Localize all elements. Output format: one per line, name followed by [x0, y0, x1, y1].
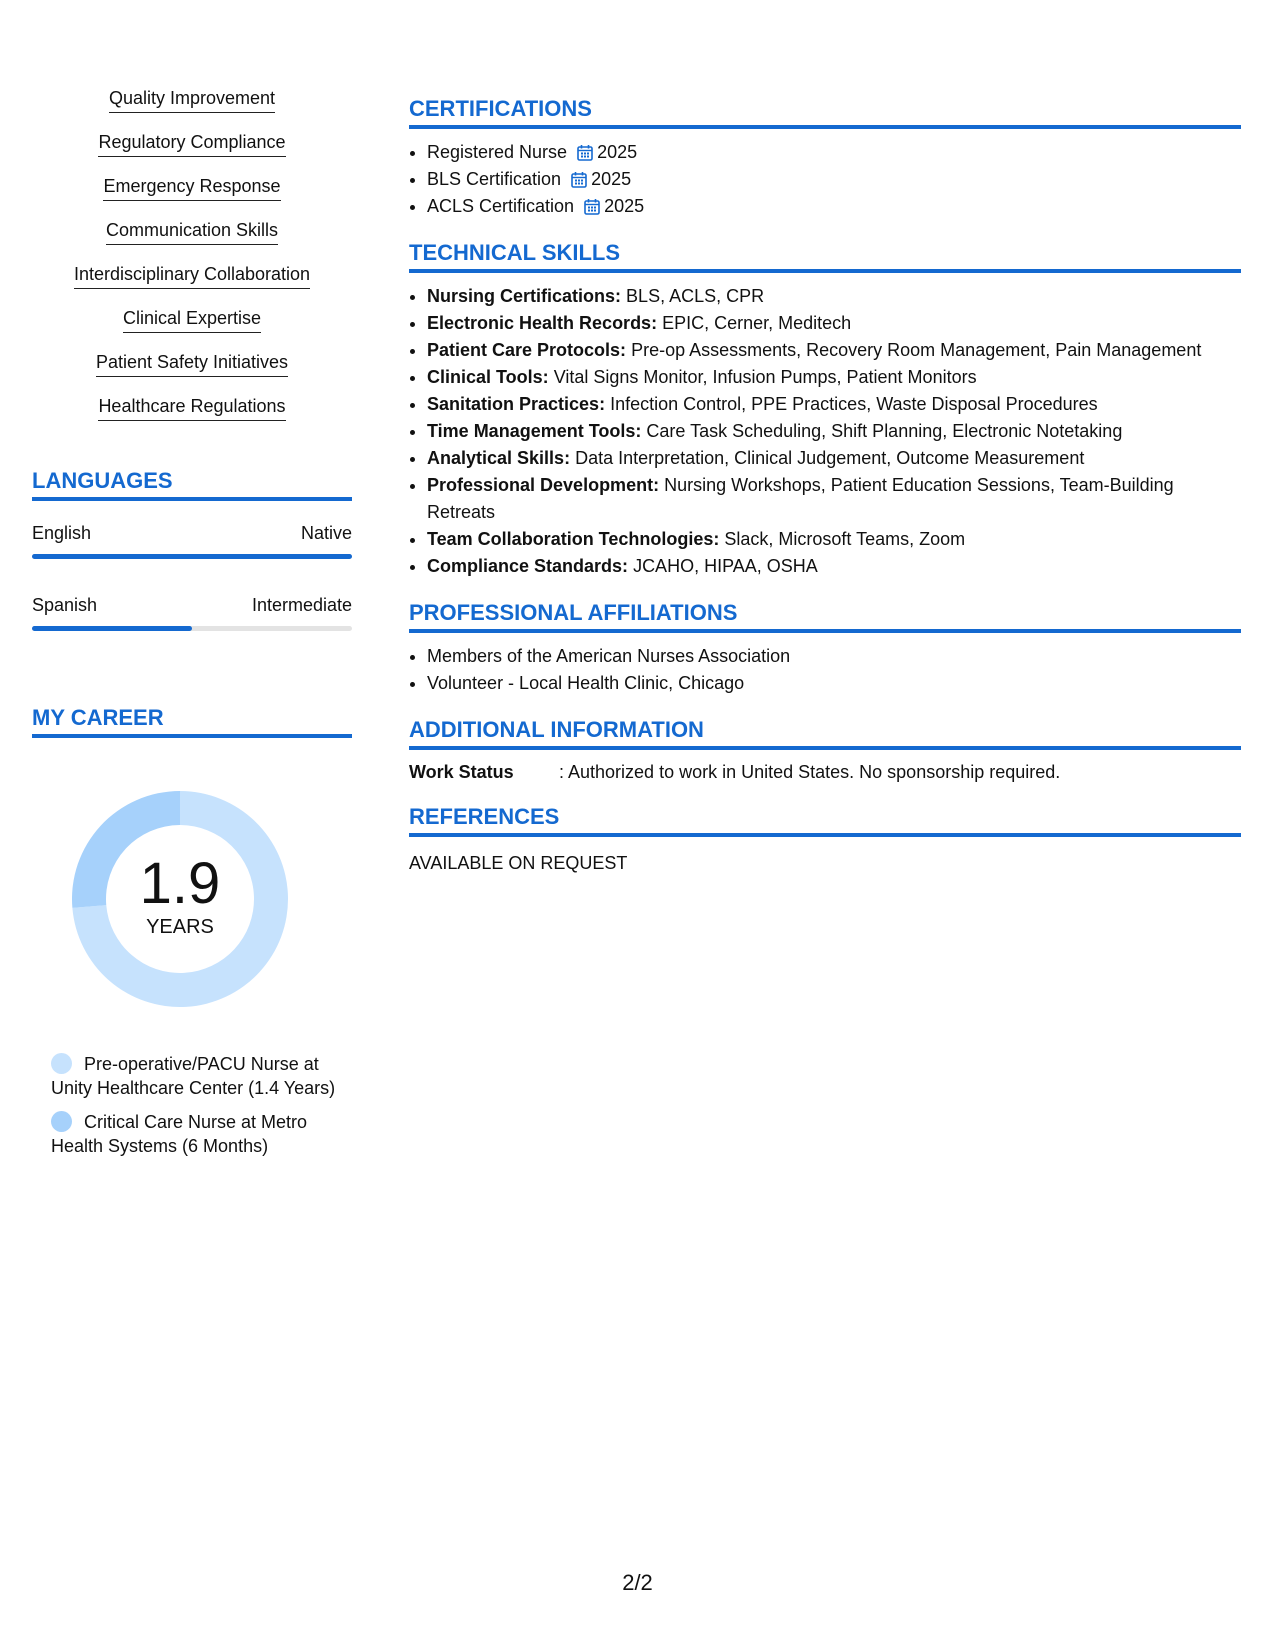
technical-skill-item: [427, 391, 1241, 418]
calendar-icon: [571, 171, 587, 188]
certification-name: Registered Nurse: [427, 142, 568, 162]
certification-item: [427, 139, 1241, 166]
skill-label: Analytical Skills:: [427, 448, 571, 468]
certification-year: 2025: [604, 196, 645, 216]
skill-label: Clinical Tools:: [427, 367, 549, 387]
legend-label: Critical Care Nurse at Metro Health Systems (6 Months): [51, 1112, 308, 1156]
references-text: AVAILABLE ON REQUEST: [409, 853, 628, 873]
skill-value: BLS, ACLS, CPR: [626, 286, 765, 306]
skill-value: Vital Signs Monitor, Infusion Pumps, Patient Monitors: [553, 367, 977, 387]
career-donut-chart: [65, 784, 295, 1014]
skill-label: Nursing Certifications:: [427, 286, 622, 306]
skill-label: Patient Care Protocols:: [427, 340, 627, 360]
technical-skills-list: [409, 283, 1241, 580]
skill-tag: Clinical Expertise: [123, 306, 261, 333]
certifications-heading: CERTIFICATIONS: [409, 96, 1241, 129]
skill-label: Team Collaboration Technologies:: [427, 529, 720, 549]
certification-item: [427, 193, 1241, 220]
skill-value: JCAHO, HIPAA, OSHA: [633, 556, 818, 576]
skill-label: Time Management Tools:: [427, 421, 642, 441]
skill-value: Slack, Microsoft Teams, Zoom: [724, 529, 966, 549]
legend-item: [51, 1110, 336, 1158]
additional-info-section: [409, 717, 1241, 784]
skill-tag: Quality Improvement: [109, 86, 275, 113]
skill-tag: Communication Skills: [106, 218, 278, 245]
language-name: English: [32, 523, 92, 543]
technical-skill-item: [427, 418, 1241, 445]
references-heading: REFERENCES: [409, 804, 1241, 837]
language-item: [32, 521, 352, 559]
skill-label: Sanitation Practices:: [427, 394, 606, 414]
skill-value: Pre-op Assessments, Recovery Room Management, Pain Management: [631, 340, 1202, 360]
skill-tag: Interdisciplinary Collaboration: [74, 262, 310, 289]
legend-label: Pre-operative/PACU Nurse at Unity Healthcare Center (1.4 Years): [51, 1054, 336, 1098]
certification-year: 2025: [597, 142, 638, 162]
languages-section: [32, 468, 352, 631]
affiliation-item: • Volunteer - Local Health Clinic, Chicago: [427, 670, 1241, 697]
technical-skill-item: [427, 364, 1241, 391]
certification-year: 2025: [591, 169, 632, 189]
affiliations-list: [409, 643, 1241, 697]
calendar-icon: [584, 198, 600, 215]
work-status-row: [409, 760, 1241, 784]
career-legend: [51, 1052, 336, 1158]
right-column: [409, 96, 1241, 895]
skill-tag: Healthcare Regulations: [98, 394, 285, 421]
affiliation-item: • Members of the American Nurses Association: [427, 643, 1241, 670]
language-proficiency-bar: [32, 626, 352, 631]
language-level: Native: [300, 523, 352, 543]
languages-heading: LANGUAGES: [32, 468, 352, 501]
technical-skill-item: [427, 283, 1241, 310]
page-number: 2/2: [622, 1570, 653, 1595]
references-section: [409, 804, 1241, 875]
technical-skills-heading: TECHNICAL SKILLS: [409, 240, 1241, 273]
certification-item: [427, 166, 1241, 193]
skill-label: Compliance Standards:: [427, 556, 629, 576]
certifications-list: [409, 139, 1241, 220]
skill-value: Data Interpretation, Clinical Judgement, Outcome Measurement: [575, 448, 1085, 468]
skill-value: Infection Control, PPE Practices, Waste Disposal Procedures: [610, 394, 1098, 414]
career-section: [32, 705, 352, 1158]
skill-label: Electronic Health Records:: [427, 313, 658, 333]
technical-skill-item: [427, 472, 1241, 526]
language-proficiency-fill: [32, 626, 192, 631]
technical-skill-item: [427, 310, 1241, 337]
skill-tag: Regulatory Compliance: [98, 130, 285, 157]
language-item: [32, 593, 352, 631]
language-name: Spanish: [32, 595, 98, 615]
career-total-value: 1.9: [139, 851, 221, 916]
skill-tag: Emergency Response: [103, 174, 280, 201]
technical-skill-item: [427, 337, 1241, 364]
certifications-section: [409, 96, 1241, 220]
certification-name: ACLS Certification: [427, 196, 575, 216]
language-proficiency-fill: [32, 554, 352, 559]
language-proficiency-bar: [32, 554, 352, 559]
additional-info-heading: ADDITIONAL INFORMATION: [409, 717, 1241, 750]
skill-value: EPIC, Cerner, Meditech: [662, 313, 852, 333]
skill-label: Professional Development:: [427, 475, 660, 495]
career-heading: MY CAREER: [32, 705, 352, 738]
skills-list: [32, 86, 352, 438]
skill-value: Nursing Workshops, Patient Education Sessions, Team-Building Retreats: [427, 475, 1174, 522]
legend-dot: [51, 1111, 72, 1132]
career-total-unit: YEARS: [146, 916, 214, 938]
affiliations-heading: PROFESSIONAL AFFILIATIONS: [409, 600, 1241, 633]
skill-value: Care Task Scheduling, Shift Planning, Electronic Notetaking: [646, 421, 1123, 441]
technical-skill-item: [427, 526, 1241, 553]
technical-skill-item: [427, 553, 1241, 580]
technical-skills-section: [409, 240, 1241, 580]
work-status-value: : Authorized to work in United States. No sponsorship required.: [559, 762, 1061, 782]
left-column: [32, 86, 352, 1163]
legend-dot: [51, 1053, 72, 1074]
legend-item: [51, 1052, 336, 1100]
affiliations-section: [409, 600, 1241, 697]
work-status-label: Work Status: [409, 762, 514, 782]
skill-tag: Patient Safety Initiatives: [96, 350, 288, 377]
language-level: Intermediate: [251, 595, 352, 615]
calendar-icon: [577, 144, 593, 161]
technical-skill-item: [427, 445, 1241, 472]
certification-name: BLS Certification: [427, 169, 562, 189]
